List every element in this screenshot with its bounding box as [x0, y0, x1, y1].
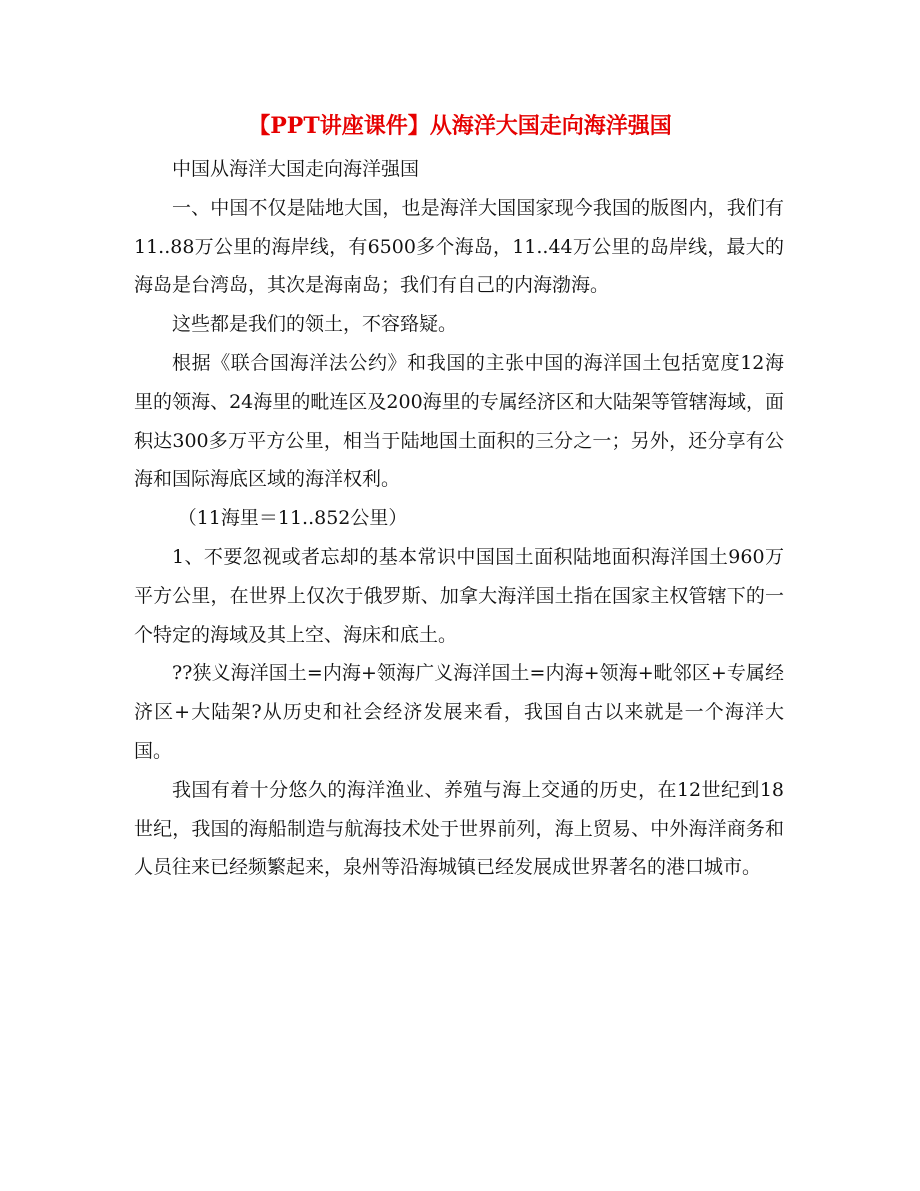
paragraph-definitions: ??狭义海洋国土=内海+领海广义海洋国土=内海+领海+毗邻区+专属经济区+大陆架?从历史和社会经济发展来看，我国自古以来就是一个海洋大国。 [134, 662, 784, 762]
paragraph-unclos: 根据《联合国海洋法公约》和我国的主张中国的海洋国土包括宽度12海里的领海、24海里的毗连区及200海里的专属经济区和大陆架等管辖海域，面积达300多万平方公里，相当于陆地国土面积的三分之一；另外，还分享有公海和国际海底区域的海洋权利。 [134, 351, 784, 491]
document-title: 【PPT讲座课件】从海洋大国走向海洋强国 [248, 113, 672, 139]
paragraph-history: 我国有着十分悠久的海洋渔业、养殖与海上交通的历史，在12世纪到18世纪，我国的海船制造与航海技术处于世界前列，海上贸易、中外海洋商务和人员往来已经频繁起来，泉州等沿海城镇已经发展成世界著名的港口城市。 [134, 778, 784, 879]
paragraph-sovereignty: 这些都是我们的领土，不容臵疑。 [172, 313, 458, 336]
paragraph-unit-note: （11海里＝11..852公里） [177, 507, 408, 530]
paragraph-subtitle: 中国从海洋大国走向海洋强国 [172, 158, 420, 180]
paragraph-basic-facts: 1、不要忽视或者忘却的基本常识中国国土面积陆地面积海洋国土960万平方公里，在世界上仅次于俄罗斯、加拿大海洋国土指在国家主权管辖下的一个特定的海域及其上空、海床和底土。 [134, 545, 784, 646]
paragraph-territory: 一、中国不仅是陆地大国，也是海洋大国国家现今我国的版图内，我们有11..88万公里的海岸线，有6500多个海岛，11..44万公里的岛岸线，最大的海岛是台湾岛，其次是海南岛；我们有自己的内海渤海。 [134, 196, 784, 297]
document-body [134, 150, 784, 887]
